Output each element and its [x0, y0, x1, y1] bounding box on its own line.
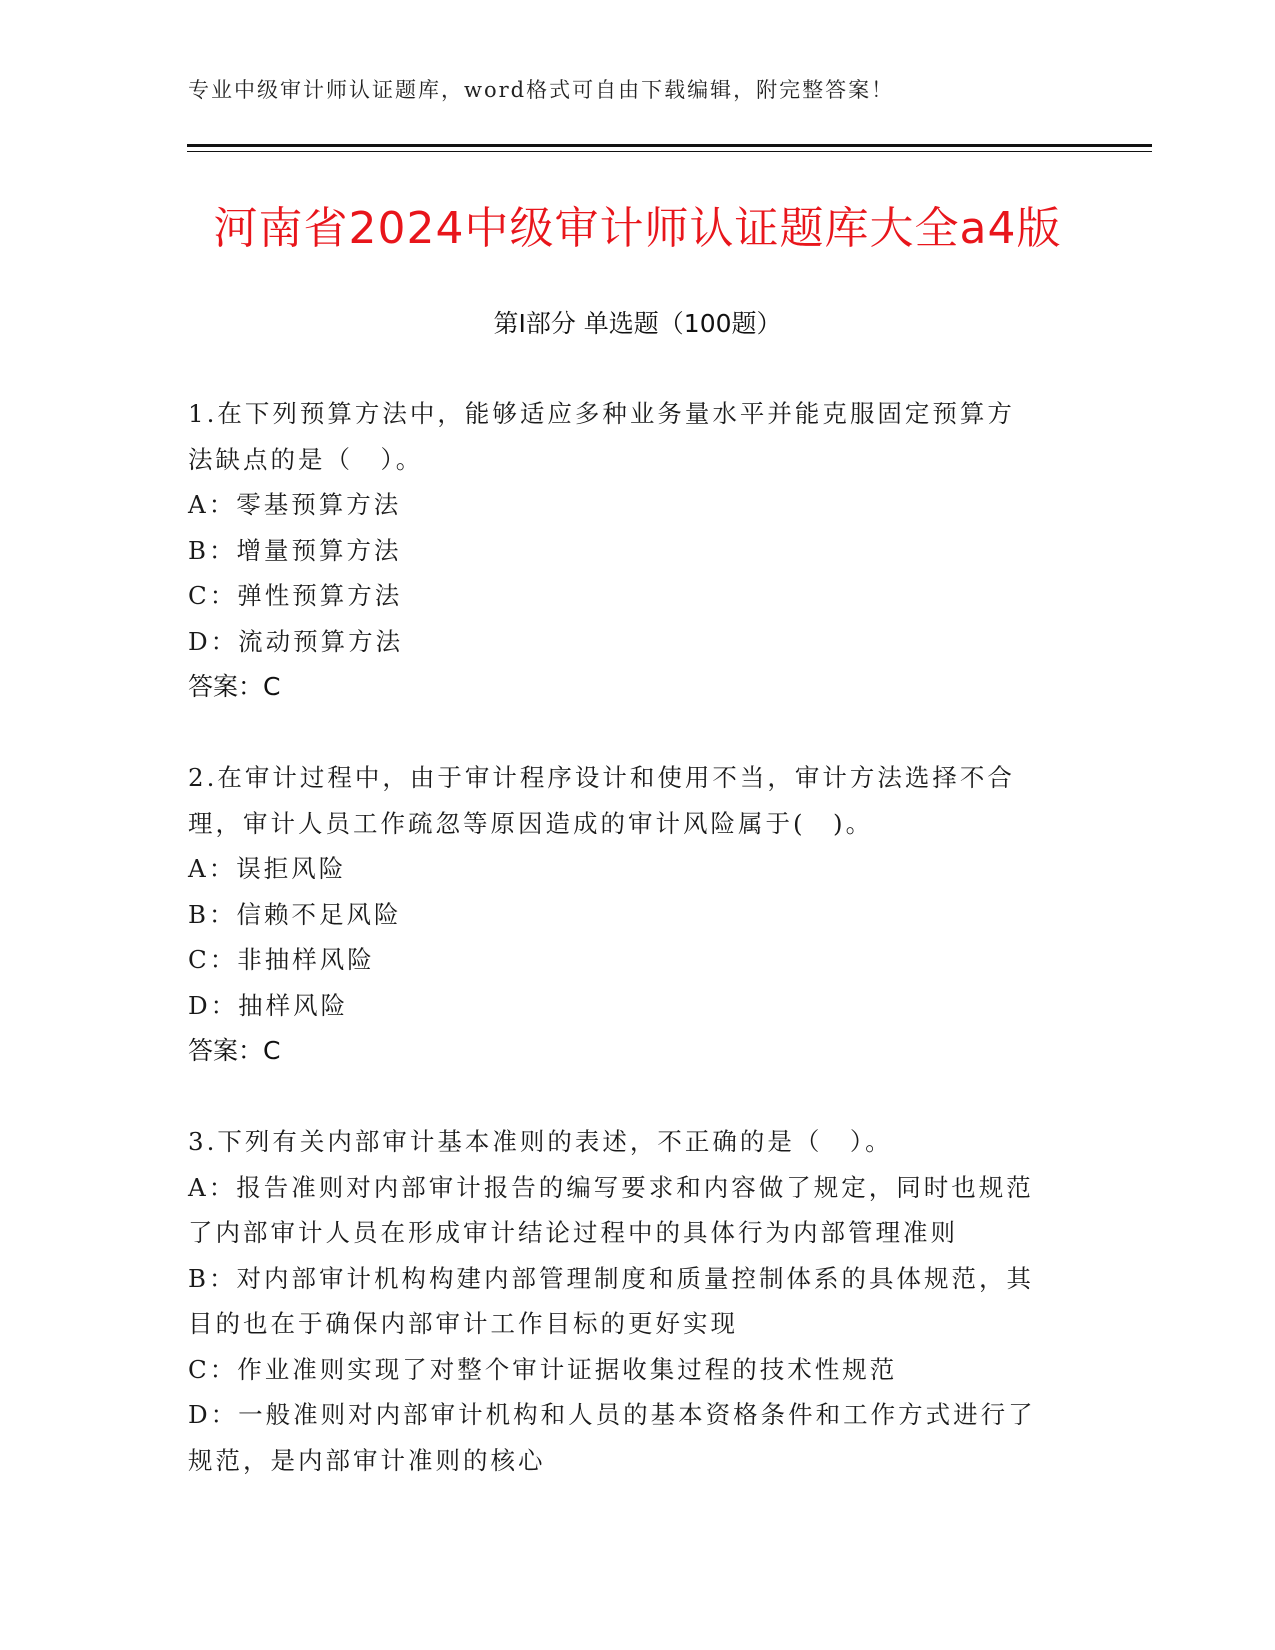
option-c: C：非抽样风险	[188, 945, 375, 974]
option-b: B：信赖不足风险	[188, 899, 402, 929]
question-gap	[188, 1074, 1088, 1120]
option-a: A：零基预算方法	[188, 490, 402, 519]
question-stem-line: 1.在下列预算方法中，能够适应多种业务量水平并能克服固定预算方	[188, 399, 1015, 428]
option-d-continued: 规范，是内部审计准则的核心	[188, 1445, 546, 1475]
question-stem-line: 法缺点的是（ ）。	[188, 444, 424, 474]
header-rule-thick	[187, 144, 1152, 147]
option-d: D：抽样风险	[188, 990, 349, 1020]
page-header-text: 专业中级审计师认证题库，word格式可自由下载编辑，附完整答案！	[188, 78, 895, 102]
question-2	[188, 755, 1088, 1028]
option-a: A：误拒风险	[188, 854, 347, 883]
option-c: C：作业准则实现了对整个审计证据收集过程的技术性规范	[188, 1354, 898, 1384]
answer-1: 答案：C	[188, 672, 281, 701]
header-rule-thin	[187, 151, 1152, 152]
question-stem-line: 2.在审计过程中，由于审计程序设计和使用不当，审计方法选择不合	[188, 763, 1015, 792]
question-1	[188, 391, 1088, 664]
option-a: A：报告准则对内部审计报告的编写要求和内容做了规定，同时也规范	[188, 1172, 1034, 1202]
answer-2: 答案：C	[188, 1036, 281, 1065]
question-stem-line: 3.下列有关内部审计基本准则的表述，不正确的是（ ）。	[188, 1127, 893, 1156]
option-d: D：流动预算方法	[188, 626, 404, 656]
option-c: C：弹性预算方法	[188, 581, 403, 610]
option-b-continued: 目的也在于确保内部审计工作目标的更好实现	[188, 1309, 738, 1338]
option-b: B：增量预算方法	[188, 535, 402, 565]
option-b: B：对内部审计机构构建内部管理制度和质量控制体系的具体规范，其	[188, 1263, 1035, 1293]
question-3	[188, 1119, 1088, 1483]
option-d: D：一般准则对内部审计机构和人员的基本资格条件和工作方式进行了	[188, 1400, 1036, 1429]
question-stem-line: 理，审计人员工作疏忽等原因造成的审计风险属于( )。	[188, 808, 874, 838]
section-heading: 第Ⅰ部分 单选题（100题）	[493, 309, 782, 338]
option-a-continued: 了内部审计人员在形成审计结论过程中的具体行为内部管理准则	[188, 1218, 958, 1247]
question-list	[188, 391, 1088, 1483]
question-gap	[188, 710, 1088, 756]
document-title: 河南省2024中级审计师认证题库大全a4版	[213, 203, 1062, 254]
